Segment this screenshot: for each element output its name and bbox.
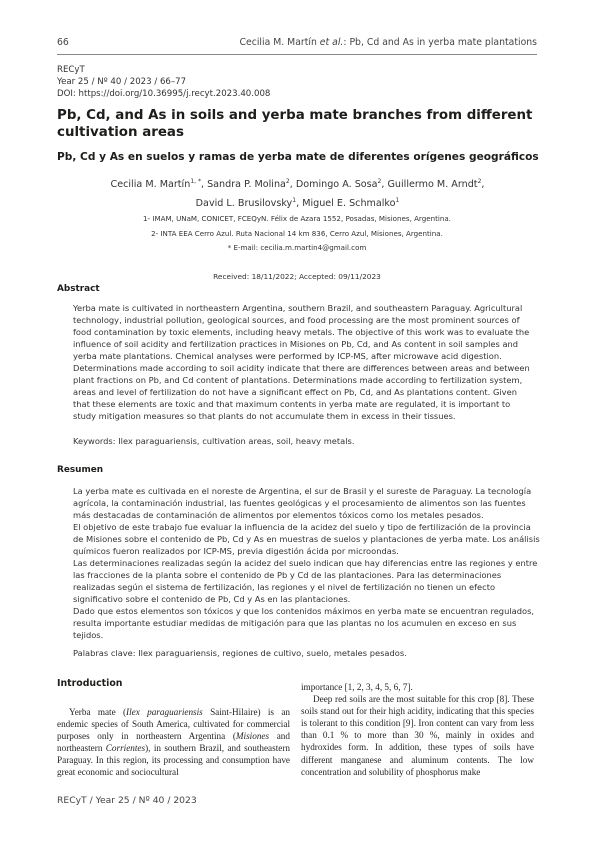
header-rule <box>57 54 537 55</box>
journal-volume: Year 25 / Nº 40 / 2023 / 66–77 <box>57 77 187 88</box>
running-title-prefix: Cecilia M. Martín <box>239 37 320 48</box>
intro-paragraph-2: Deep red soils are the most suitable for this crop [8]. These soils stand out for their high acidity, indicating that this species is tolerant to this condition [9]. Iron content can vary from less than 0.1 % to more than 30 %, mainly in oxides and hydroxides form. In addition, these types of soils have different manganese and aluminum contents. The low concentration and solubility of phosphorus make <box>301 694 534 777</box>
author-separator: , <box>296 197 303 209</box>
journal-info <box>57 64 270 101</box>
article-title: Pb, Cd, and As in soils and yerba mate branches from different cultivation areas <box>57 108 533 140</box>
resumen-paragraph-2: El objetivo de este trabajo fue evaluar la influencia de la acidez del suelo y tipo de fertilización de la provincia de Misiones sobre el contenido de Pb, Cd y As en muestras de suelos y plantaciones de yerba mate. Los análisis químicos fueron realizados por ICP-MS, previa digestión ácida por microondas. <box>73 522 540 556</box>
keywords: Keywords: Ilex paraguariensis, cultivation areas, soil, heavy metals. <box>73 436 355 446</box>
received-dates: Received: 18/11/2022; Accepted: 09/11/2023 <box>213 272 381 281</box>
abstract-heading: Abstract <box>57 284 100 294</box>
place-name: Misiones <box>235 731 270 742</box>
intro-text: Yerba mate ( <box>69 707 127 717</box>
abstract-body: Yerba mate is cultivated in northeastern Argentina, southern Brazil, and southeastern Paraguay. Agricultural technology, industrial pollution, geological sources, and food processing are the most prominent sources of food contamination by toxic elements, including heavy metals. The objective of this work was to evaluate the influence of soil acidity and fertilization practices in Misiones on Pb, Cd, and As content in soil samples and yerba mate plantations. Chemical analyses were performed by ICP-MS, after microwave acid digestion. Determinations made according to soil acidity indicate that there are differences between areas and between plant fractions on Pb, and Cd content of plantations. Determinations made according to fertilization system, areas and level of fertilization do not have a significant effect on Pb, Cd, and As plantations content. Given that these elements are toxic and that maximum contents in yerba mate are regulated, it is important to study mitigation measures so that plants do not accumulate them in excess in their tissues. <box>73 303 530 421</box>
resumen-paragraph-1: La yerba mate es cultivada en el noreste de Argentina, el sur de Brasil y el sureste de Paraguay. La tecnología agrícola, la contaminación industrial, las fuentes geológicas y el procesamiento de alimentos son las fuentes más destacadas de contaminación de alimentos por elementos tóxicos como los metales pesados. <box>73 486 532 520</box>
intro-text: and northeastern <box>57 731 290 754</box>
palabras-clave: Palabras clave: Ilex paraguariensis, regiones de cultivo, suelo, metales pesados. <box>73 648 407 658</box>
place-name: Corrientes <box>105 743 146 754</box>
author-affiliation-marker: 1, * <box>190 178 201 185</box>
affiliation-1: 1- IMAM, UNaM, CONICET, FCEQyN. Félix de Azara 1552, Posadas, Misiones, Argentina. <box>143 214 451 223</box>
author-name: Sandra P. Molina <box>207 179 286 191</box>
author-name: Cecilia M. Martín <box>110 179 191 191</box>
resumen-paragraph-4: Dado que estos elementos son tóxicos y que los contenidos máximos en yerba mate se encuentran regulados, resulta importante estudiar medidas de mitigación para que las plantas no los acumulen en exceso en sus tejidos. <box>73 606 535 640</box>
intro-text: ), in southern Brazil, and southeastern Paraguay. In this region, its processing and consumption have great economic and sociocultural <box>57 743 290 778</box>
introduction-heading: Introduction <box>57 678 123 689</box>
running-title-suffix: : Pb, Cd and As in yerba mate plantations <box>343 37 537 48</box>
intro-continuation: importance [1, 2, 3, 4, 5, 6, 7]. <box>301 682 413 692</box>
author-name: Domingo A. Sosa <box>295 179 378 191</box>
author-affiliation-marker: 1 <box>395 196 400 204</box>
resumen-paragraph-3: Las determinaciones realizadas según la acidez del suelo indican que hay diferencias entre las regiones y entre las fracciones de la planta sobre el contenido de Pb y Cd de las plantaciones. Para las determinaciones realizadas según el sistema de fertilización, las regiones y el nivel de fertilización no tienen un efecto significativo sobre el contenido de Pb, Cd y As en las plantaciones. <box>73 558 538 604</box>
author-affiliation-marker: 2 <box>285 178 290 185</box>
journal-name: RECyT <box>57 65 85 75</box>
author-name: David L. Brusilovsky <box>195 197 293 209</box>
journal-doi[interactable]: DOI: https://doi.org/10.36995/j.recyt.2023.40.008 <box>57 89 271 100</box>
corresponding-email[interactable]: * E-mail: cecilia.m.martin4@gmail.com <box>227 243 367 252</box>
article-title-spanish: Pb, Cd y As en suelos y ramas de yerba mate de diferentes orígenes geográficos <box>57 151 539 163</box>
intro-paragraph-1 <box>57 706 290 779</box>
running-title <box>240 37 537 48</box>
author-name: Miguel E. Schmalko <box>302 197 396 209</box>
author-separator: , <box>481 179 485 191</box>
resumen-body <box>73 485 543 641</box>
intro-text: Saint-Hilaire) is an endemic species of South America, cultivated for commercial purposes only in northeastern Argentina ( <box>57 707 290 742</box>
page-footer: RECyT / Year 25 / Nº 40 / 2023 <box>57 795 197 806</box>
author-name: Guillermo M. Arndt <box>387 179 478 191</box>
author-separator: , <box>200 179 208 191</box>
author-separator: , <box>381 179 388 191</box>
intro-column-left <box>57 706 290 779</box>
species-name: Ilex paraguariensis <box>126 707 203 717</box>
author-affiliation-marker: 2 <box>377 178 382 185</box>
running-title-etal: et al. <box>319 37 344 48</box>
author-affiliation-marker: 2 <box>477 178 482 185</box>
affiliation-2: 2- INTA EEA Cerro Azul. Ruta Nacional 14 km 836, Cerro Azul, Misiones, Argentina. <box>151 229 443 238</box>
author-separator: , <box>289 179 296 191</box>
resumen-heading: Resumen <box>57 465 104 475</box>
author-affiliation-marker: 1 <box>292 196 297 204</box>
page-number: 66 <box>57 37 69 48</box>
author-list <box>105 174 490 211</box>
intro-column-right <box>301 681 534 778</box>
